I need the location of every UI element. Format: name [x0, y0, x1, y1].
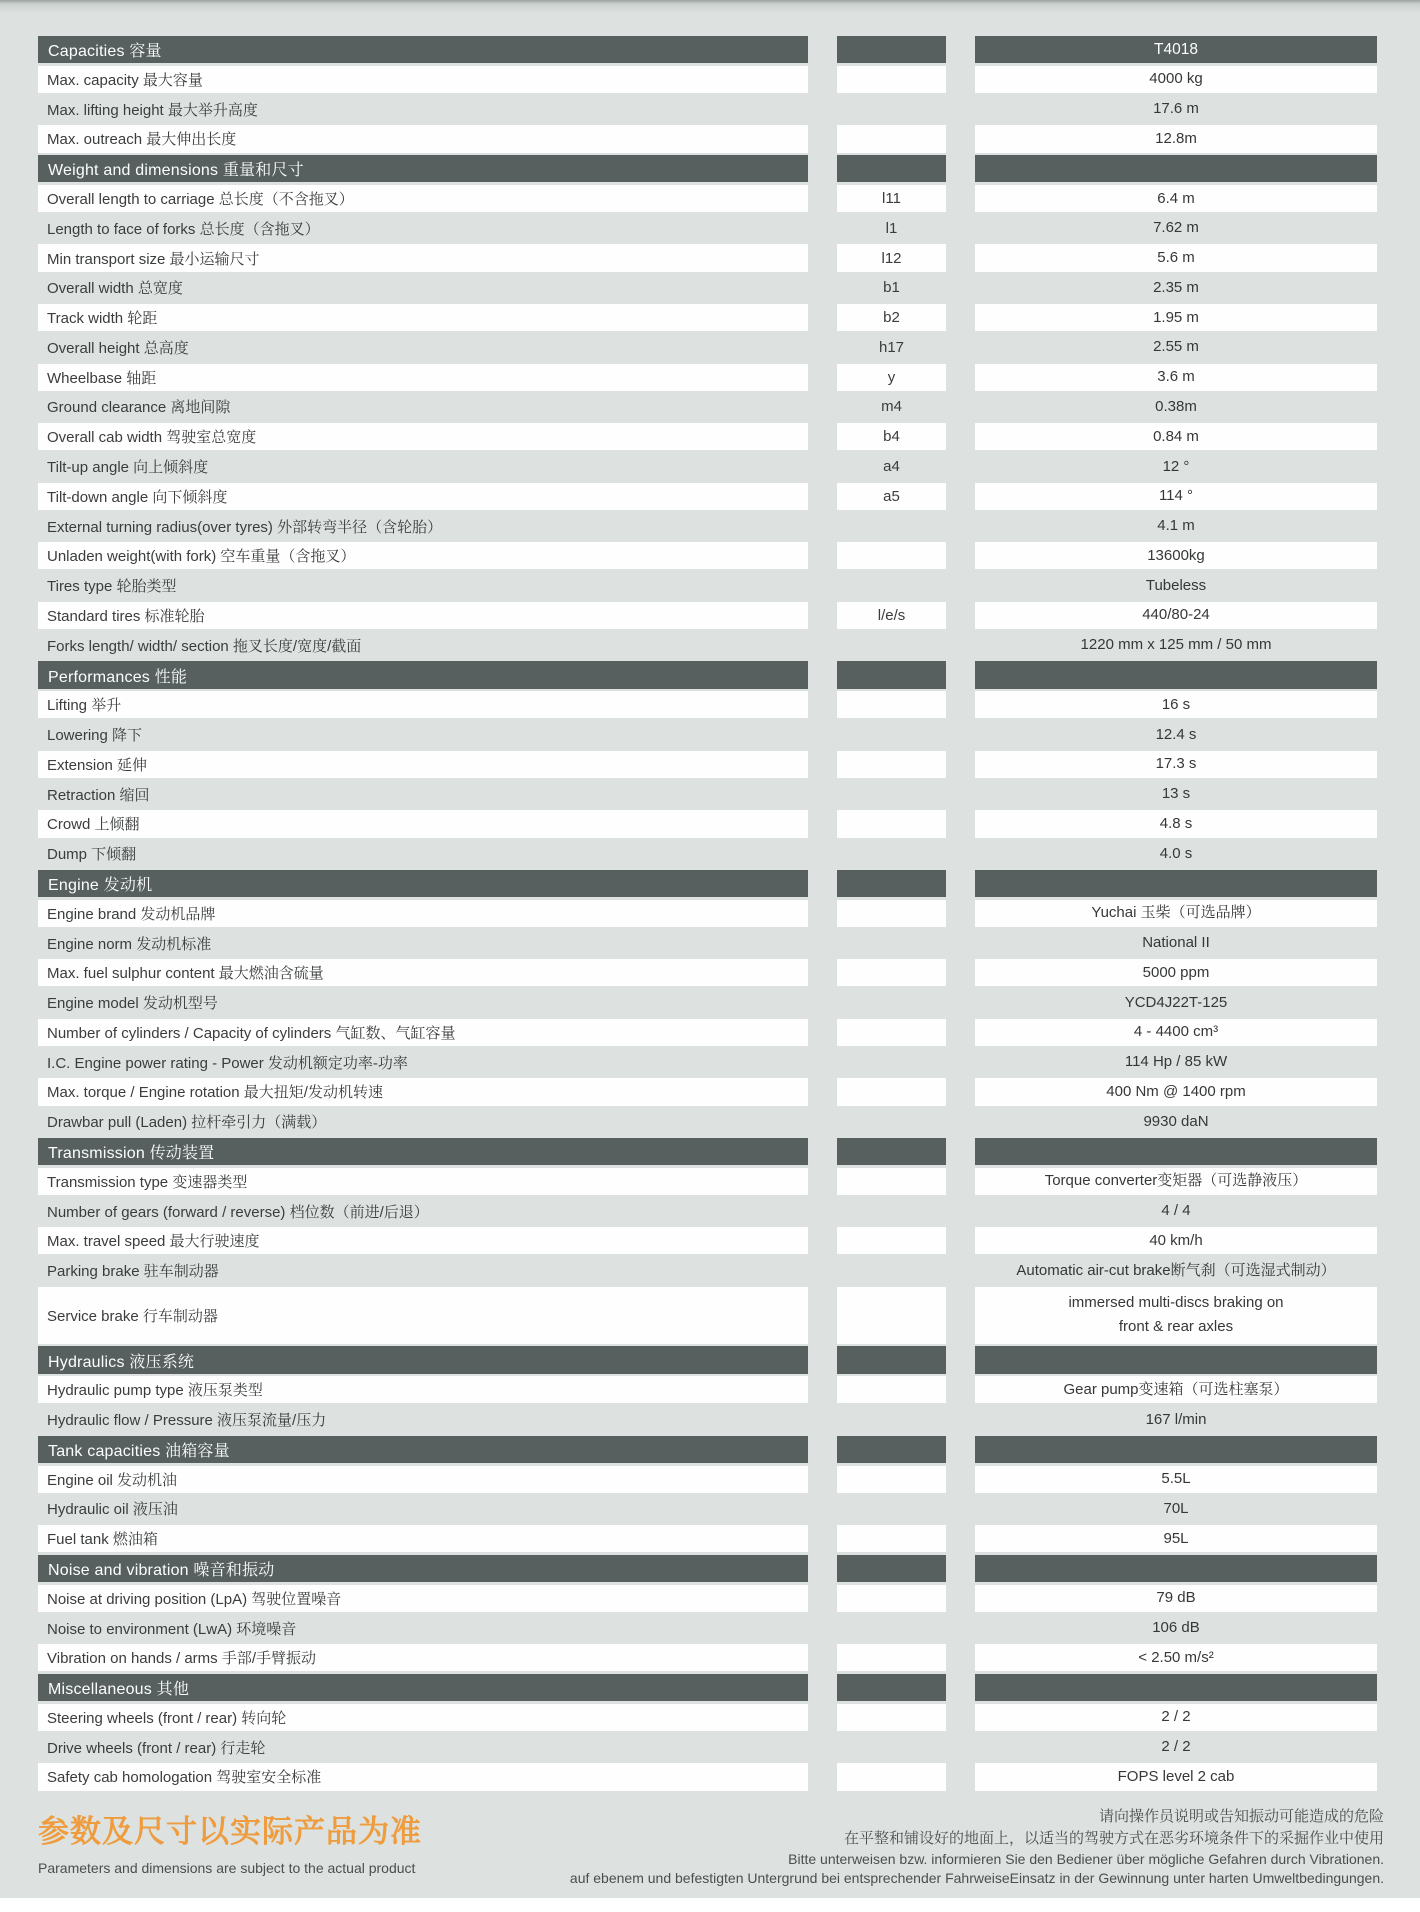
- section-header-label: Weight and dimensions 重量和尺寸: [38, 155, 808, 182]
- spec-code: [837, 721, 946, 748]
- spec-value: [975, 1287, 1377, 1344]
- spec-label: Safety cab homologation 驾驶室安全标准: [38, 1763, 808, 1790]
- section-header-code-cell: [837, 1555, 946, 1582]
- section-header-value-cell: [975, 1346, 1377, 1373]
- spec-label: Noise at driving position (LpA) 驾驶位置噪音: [38, 1585, 808, 1612]
- spec-label: Steering wheels (front / rear) 转向轮: [38, 1704, 808, 1731]
- spec-code: [837, 959, 946, 986]
- spec-value: Yuchai 玉柴（可选品牌）: [975, 900, 1377, 927]
- spec-value: 4.1 m: [1157, 517, 1195, 535]
- spec-row: [38, 751, 1377, 778]
- spec-label: Noise to environment (LwA) 环境噪音: [47, 1620, 297, 1638]
- spec-row: [38, 1585, 1377, 1612]
- spec-row: [38, 66, 1377, 93]
- spec-value: 106 dB: [1152, 1619, 1200, 1637]
- spec-row: [38, 691, 1377, 718]
- scan-top-edge: [0, 0, 1420, 14]
- section-header-label: Performances 性能: [38, 661, 808, 688]
- spec-row: [38, 244, 1377, 271]
- spec-row: [38, 185, 1377, 212]
- spec-label: External turning radius(over tyres) 外部转弯半径（含轮胎）: [47, 518, 443, 536]
- spec-label: Overall length to carriage 总长度（不含拖叉）: [38, 185, 808, 212]
- spec-label: Number of cylinders / Capacity of cylinders 气缸数、气缸容量: [38, 1019, 808, 1046]
- spec-label: Overall height 总高度: [47, 339, 189, 357]
- section-header-row: [38, 1674, 1377, 1701]
- spec-code: [837, 1406, 946, 1433]
- spec-value: Tubeless: [1145, 576, 1207, 594]
- spec-label: Ground clearance 离地间隙: [47, 399, 231, 417]
- spec-value: 13600kg: [975, 542, 1377, 569]
- section-header-value-cell: [975, 1555, 1377, 1582]
- spec-row: [38, 1108, 1377, 1135]
- spec-label: Dump 下倾翻: [47, 846, 137, 864]
- spec-label: Unladen weight(with fork) 空车重量（含拖叉）: [38, 542, 808, 569]
- spec-label: Engine model 发动机型号: [47, 995, 218, 1013]
- spec-row: [38, 572, 1377, 599]
- section-header-value-cell: [975, 1674, 1377, 1701]
- spec-value: 9930 daN: [1143, 1112, 1209, 1130]
- spec-code: [837, 542, 946, 569]
- spec-label: Crowd 上倾翻: [38, 810, 808, 837]
- spec-label: Overall cab width 驾驶室总宽度: [38, 423, 808, 450]
- spec-row: [38, 542, 1377, 569]
- spec-label: Drawbar pull (Laden) 拉杆牵引力（满载）: [47, 1114, 327, 1132]
- spec-code: [837, 810, 946, 837]
- section-header-value-cell: T4018: [975, 36, 1377, 63]
- spec-value: 5.5L: [975, 1466, 1377, 1493]
- spec-value: Automatic air-cut brake断气刹（可选湿式制动）: [1016, 1261, 1336, 1279]
- spec-value: 114 °: [975, 483, 1377, 510]
- spec-label: Tilt-up angle 向上倾斜度: [47, 459, 209, 477]
- spec-label: Tires type 轮胎类型: [47, 578, 177, 596]
- spec-label: Hydraulic flow / Pressure 液压泵流量/压力: [47, 1412, 327, 1430]
- spec-value: 3.6 m: [975, 364, 1377, 391]
- spec-label: Engine norm 发动机标准: [47, 935, 212, 953]
- spec-table: [38, 36, 1377, 1793]
- spec-value: 5.6 m: [975, 244, 1377, 271]
- spec-value: 2 / 2: [1161, 1738, 1191, 1756]
- spec-code: [837, 1495, 946, 1522]
- spec-row: [38, 781, 1377, 808]
- spec-value: 17.3 s: [975, 751, 1377, 778]
- section-header-code-cell: [837, 1346, 946, 1373]
- spec-value: 2 / 2: [975, 1704, 1377, 1731]
- section-header-label: Hydraulics 液压系统: [38, 1346, 808, 1373]
- spec-row: [38, 1168, 1377, 1195]
- spec-value: 167 l/min: [1145, 1410, 1207, 1428]
- spec-value: Gear pump变速箱（可选柱塞泵）: [975, 1376, 1377, 1403]
- spec-row: [38, 1406, 1377, 1433]
- spec-row: [38, 1257, 1377, 1284]
- section-header-label: Miscellaneous 其他: [38, 1674, 808, 1701]
- spec-code: [837, 1108, 946, 1135]
- spec-code: m4: [881, 398, 902, 416]
- spec-row: [38, 989, 1377, 1016]
- section-header-value-cell: [975, 1436, 1377, 1463]
- spec-label: Max. torque / Engine rotation 最大扭矩/发动机转速: [38, 1078, 808, 1105]
- spec-code: b2: [837, 304, 946, 331]
- footer-disclaimer-cn: 参数及尺寸以实际产品为准: [38, 1814, 422, 1849]
- spec-code: [837, 989, 946, 1016]
- spec-value: 6.4 m: [975, 185, 1377, 212]
- spec-label: Transmission type 变速器类型: [38, 1168, 808, 1195]
- spec-row: [38, 334, 1377, 361]
- spec-value: National II: [1142, 934, 1210, 952]
- spec-value: 2.55 m: [1153, 338, 1199, 356]
- section-header-row: [38, 1138, 1377, 1165]
- section-header-label: Transmission 传动装置: [38, 1138, 808, 1165]
- spec-code: [837, 1049, 946, 1076]
- spec-code: [837, 751, 946, 778]
- spec-row: [38, 125, 1377, 152]
- spec-value: 70L: [1163, 1499, 1189, 1517]
- spec-value: 4 / 4: [1161, 1202, 1191, 1220]
- spec-value-line: front & rear axles: [1118, 1318, 1234, 1336]
- spec-code: l12: [837, 244, 946, 271]
- spec-row: [38, 1495, 1377, 1522]
- spec-code: [837, 1644, 946, 1671]
- spec-row: [38, 1049, 1377, 1076]
- spec-value: 13 s: [1161, 785, 1191, 803]
- spec-code: [837, 1078, 946, 1105]
- spec-label: Min transport size 最小运输尺寸: [38, 244, 808, 271]
- section-header-row: [38, 155, 1377, 182]
- spec-value: Torque converter变矩器（可选静液压）: [975, 1168, 1377, 1195]
- spec-value: 4 - 4400 cm³: [975, 1019, 1377, 1046]
- spec-row: [38, 929, 1377, 956]
- spec-label: Retraction 缩回: [47, 786, 150, 804]
- spec-value: 440/80-24: [975, 602, 1377, 629]
- spec-row: [38, 1644, 1377, 1671]
- spec-code: l/e/s: [837, 602, 946, 629]
- section-header-row: [38, 1436, 1377, 1463]
- spec-code: [837, 66, 946, 93]
- spec-label: Max. lifting height 最大举升高度: [47, 101, 258, 119]
- spec-label: Parking brake 驻车制动器: [47, 1263, 219, 1281]
- spec-label: Track width 轮距: [38, 304, 808, 331]
- spec-code: [837, 1257, 946, 1284]
- spec-code: [837, 1019, 946, 1046]
- spec-label: Lifting 举升: [38, 691, 808, 718]
- spec-label: Fuel tank 燃油箱: [38, 1525, 808, 1552]
- spec-code: [837, 1197, 946, 1224]
- spec-row: [38, 513, 1377, 540]
- section-header-label: Capacities 容量: [38, 36, 808, 63]
- spec-label: Tilt-down angle 向下倾斜度: [38, 483, 808, 510]
- spec-row: [38, 632, 1377, 659]
- spec-row: [38, 1763, 1377, 1790]
- section-header-code-cell: [837, 155, 946, 182]
- spec-row: [38, 1525, 1377, 1552]
- spec-row: [38, 483, 1377, 510]
- section-header-row: [38, 661, 1377, 688]
- spec-label: Max. travel speed 最大行驶速度: [38, 1227, 808, 1254]
- spec-code: [837, 1227, 946, 1254]
- section-header-code-cell: [837, 1674, 946, 1701]
- footer-note-cn: 在平整和铺设好的地面上，以适当的驾驶方式在恶劣环境条件下的采掘作业中使用: [843, 1830, 1384, 1847]
- section-header-row: [38, 1555, 1377, 1582]
- spec-code: l1: [885, 219, 898, 237]
- spec-value: 4.0 s: [1159, 844, 1193, 862]
- spec-value: 5000 ppm: [975, 959, 1377, 986]
- spec-value: FOPS level 2 cab: [975, 1763, 1377, 1790]
- spec-label: Forks length/ width/ section 拖叉长度/宽度/截面: [47, 637, 362, 655]
- spec-row: [38, 1466, 1377, 1493]
- footer-note-de: auf ebenem und befestigten Untergrund bei entsprechender FahrweiseEinsatz in der Gewinnung unter harten Umweltbedingungen.: [569, 1870, 1384, 1886]
- spec-label: Lowering 降下: [47, 727, 143, 745]
- footer-left-block: [38, 1806, 422, 1876]
- spec-row: [38, 602, 1377, 629]
- spec-value: YCD4J22T-125: [1124, 993, 1228, 1011]
- spec-value: 4000 kg: [975, 66, 1377, 93]
- spec-value: 1220 mm x 125 mm / 50 mm: [1080, 636, 1272, 654]
- section-header-code-cell: [837, 661, 946, 688]
- spec-code: [837, 1734, 946, 1761]
- section-header-value-cell: [975, 661, 1377, 688]
- spec-label: Hydraulic oil 液压油: [47, 1501, 178, 1519]
- spec-value: 1.95 m: [975, 304, 1377, 331]
- spec-label: Vibration on hands / arms 手部/手臂振动: [38, 1644, 808, 1671]
- spec-row: [38, 453, 1377, 480]
- section-header-label: Noise and vibration 噪音和振动: [38, 1555, 808, 1582]
- spec-value: 40 km/h: [975, 1227, 1377, 1254]
- spec-row: [38, 1376, 1377, 1403]
- spec-code: h17: [878, 338, 905, 356]
- spec-value: 12.8m: [975, 125, 1377, 152]
- spec-label: Engine brand 发动机品牌: [38, 900, 808, 927]
- section-header-value-cell: [975, 1138, 1377, 1165]
- spec-label: Wheelbase 轴距: [38, 364, 808, 391]
- spec-code: [837, 1763, 946, 1790]
- spec-value: 12.4 s: [1155, 725, 1197, 743]
- spec-value: 2.35 m: [1153, 278, 1199, 296]
- spec-label: Max. fuel sulphur content 最大燃油含硫量: [38, 959, 808, 986]
- section-header-label: Engine 发动机: [38, 870, 808, 897]
- spec-row: [38, 364, 1377, 391]
- spec-row: [38, 1614, 1377, 1641]
- section-header-row: [38, 1346, 1377, 1373]
- spec-row: [38, 96, 1377, 123]
- footer-note-de: Bitte unterweisen bzw. informieren Sie den Bediener über mögliche Gefahren durch Vibrationen.: [788, 1851, 1384, 1867]
- spec-code: a4: [883, 458, 900, 476]
- spec-label: Standard tires 标准轮胎: [38, 602, 808, 629]
- spec-code: [837, 1585, 946, 1612]
- spec-row: [38, 959, 1377, 986]
- spec-row: [38, 1227, 1377, 1254]
- spec-value: 114 Hp / 85 kW: [1124, 1053, 1228, 1071]
- spec-code: [837, 1704, 946, 1731]
- spec-label: I.C. Engine power rating - Power 发动机额定功率-功率: [47, 1054, 408, 1072]
- spec-code: [837, 900, 946, 927]
- section-header-value-cell: [975, 155, 1377, 182]
- spec-code: y: [837, 364, 946, 391]
- page-bottom-edge: [0, 1898, 1420, 1912]
- spec-value: 0.38m: [1155, 397, 1197, 415]
- spec-label: Overall width 总宽度: [47, 280, 183, 298]
- spec-row: [38, 900, 1377, 927]
- spec-label: Max. capacity 最大容量: [38, 66, 808, 93]
- spec-row: [38, 393, 1377, 420]
- spec-code: [837, 1168, 946, 1195]
- spec-label: Length to face of forks 总长度（含拖叉）: [47, 220, 320, 238]
- spec-code: [837, 572, 946, 599]
- spec-label: Extension 延伸: [38, 751, 808, 778]
- spec-code: [837, 1466, 946, 1493]
- spec-row: [38, 840, 1377, 867]
- spec-label: Engine oil 发动机油: [38, 1466, 808, 1493]
- spec-code: [837, 513, 946, 540]
- spec-value: 12 °: [1162, 457, 1190, 475]
- section-header-code-cell: [837, 1436, 946, 1463]
- spec-label: Max. outreach 最大伸出长度: [38, 125, 808, 152]
- spec-row: [38, 1019, 1377, 1046]
- spec-row: [38, 810, 1377, 837]
- spec-code: b4: [837, 423, 946, 450]
- spec-code: [837, 96, 946, 123]
- section-header-row: [38, 870, 1377, 897]
- spec-code: [837, 1287, 946, 1344]
- spec-code: [837, 691, 946, 718]
- spec-code: [837, 1614, 946, 1641]
- spec-value: 95L: [975, 1525, 1377, 1552]
- spec-label: Service brake 行车制动器: [38, 1287, 808, 1344]
- spec-code: [837, 125, 946, 152]
- spec-row: [38, 304, 1377, 331]
- spec-row: [38, 1078, 1377, 1105]
- spec-row: [38, 721, 1377, 748]
- spec-code: [837, 1376, 946, 1403]
- spec-row: [38, 1287, 1377, 1344]
- spec-value: 0.84 m: [975, 423, 1377, 450]
- spec-code: [837, 840, 946, 867]
- spec-value-line: immersed multi-discs braking on: [1068, 1294, 1284, 1312]
- spec-code: a5: [837, 483, 946, 510]
- spec-row: [38, 215, 1377, 242]
- spec-value: 16 s: [975, 691, 1377, 718]
- spec-row: [38, 423, 1377, 450]
- spec-code: b1: [883, 279, 900, 297]
- spec-code: [837, 1525, 946, 1552]
- section-header-code-cell: [837, 1138, 946, 1165]
- spec-label: Drive wheels (front / rear) 行走轮: [47, 1739, 266, 1757]
- spec-row: [38, 274, 1377, 301]
- section-header-row: [38, 36, 1377, 63]
- spec-value: 7.62 m: [1153, 219, 1199, 237]
- footer-disclaimer-en: Parameters and dimensions are subject to the actual product: [38, 1860, 416, 1876]
- spec-row: [38, 1197, 1377, 1224]
- spec-value: 17.6 m: [1153, 100, 1199, 118]
- spec-code: [837, 632, 946, 659]
- spec-value: 400 Nm @ 1400 rpm: [975, 1078, 1377, 1105]
- section-header-code-cell: [837, 36, 946, 63]
- footer-note-cn: 请向操作员说明或告知振动可能造成的危险: [1098, 1808, 1384, 1825]
- footer-notes-block: [570, 1806, 1384, 1888]
- spec-label: Number of gears (forward / reverse) 档位数（前进/后退）: [47, 1203, 429, 1221]
- section-header-code-cell: [837, 870, 946, 897]
- spec-row: [38, 1734, 1377, 1761]
- spec-value: 79 dB: [975, 1585, 1377, 1612]
- spec-value: < 2.50 m/s²: [975, 1644, 1377, 1671]
- section-header-value-cell: [975, 870, 1377, 897]
- spec-code: [837, 781, 946, 808]
- section-header-label: Tank capacities 油箱容量: [38, 1436, 808, 1463]
- spec-label: Hydraulic pump type 液压泵类型: [38, 1376, 808, 1403]
- spec-value: 4.8 s: [975, 810, 1377, 837]
- spec-row: [38, 1704, 1377, 1731]
- spec-code: l11: [837, 185, 946, 212]
- spec-code: [837, 929, 946, 956]
